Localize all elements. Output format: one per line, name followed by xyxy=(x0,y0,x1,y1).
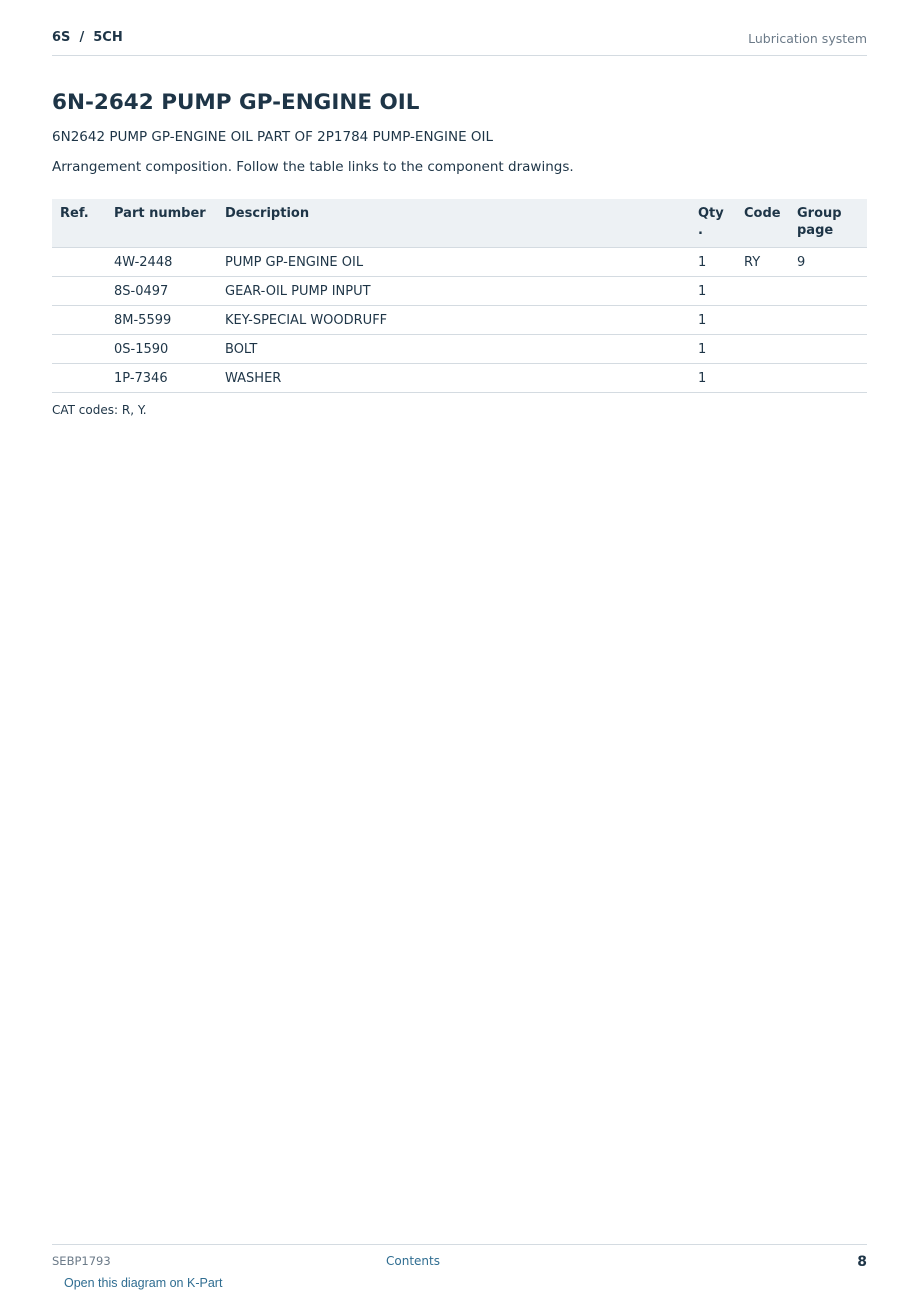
row-qty: 1 xyxy=(690,306,736,335)
row-qty: 1 xyxy=(690,335,736,364)
row-part-number: 0S-1590 xyxy=(106,335,217,364)
row-qty: 1 xyxy=(690,364,736,393)
table-row xyxy=(52,248,867,277)
header-description: Description xyxy=(217,199,690,248)
header-group-line1: Group xyxy=(797,206,842,221)
page-footer xyxy=(52,1244,867,1271)
open-diagram-link[interactable]: Open this diagram on K-Part xyxy=(64,1276,223,1290)
row-description: PUMP GP-ENGINE OIL xyxy=(217,248,690,277)
row-ref xyxy=(52,364,106,393)
header-group-line2: page xyxy=(797,223,834,238)
row-group-page-link[interactable]: 9 xyxy=(789,248,867,277)
row-code xyxy=(736,335,789,364)
intro-text: Arrangement composition. Follow the table links to the component drawings. xyxy=(52,159,574,175)
row-code xyxy=(736,277,789,306)
header-ref: Ref. xyxy=(52,199,106,248)
table-row xyxy=(52,306,867,335)
table-header-row xyxy=(52,199,867,248)
header-part-number: Part number xyxy=(106,199,217,248)
row-description: GEAR-OIL PUMP INPUT xyxy=(217,277,690,306)
cat-codes-note: CAT codes: R, Y. xyxy=(52,403,147,417)
table-row xyxy=(52,277,867,306)
row-code: RY xyxy=(736,248,789,277)
row-code xyxy=(736,306,789,335)
document-id: SEBP1793 xyxy=(52,1254,111,1268)
breadcrumb: 6S / 5CH xyxy=(52,30,123,45)
header-qty xyxy=(690,199,736,248)
row-part-number: 8M-5599 xyxy=(106,306,217,335)
row-ref xyxy=(52,277,106,306)
row-ref xyxy=(52,306,106,335)
row-ref xyxy=(52,248,106,277)
row-group-page xyxy=(789,335,867,364)
row-code xyxy=(736,364,789,393)
row-qty: 1 xyxy=(690,248,736,277)
header-code: Code xyxy=(736,199,789,248)
table-row xyxy=(52,335,867,364)
row-description: KEY-SPECIAL WOODRUFF xyxy=(217,306,690,335)
row-description: WASHER xyxy=(217,364,690,393)
row-group-page xyxy=(789,364,867,393)
row-description: BOLT xyxy=(217,335,690,364)
row-group-page xyxy=(789,306,867,335)
contents-link[interactable]: Contents xyxy=(386,1254,440,1268)
table-row xyxy=(52,364,867,393)
page-subtitle: 6N2642 PUMP GP-ENGINE OIL PART OF 2P1784 PUMP-ENGINE OIL xyxy=(52,129,494,145)
header-qty-line2: . xyxy=(698,223,703,238)
page-title: 6N-2642 PUMP GP-ENGINE OIL xyxy=(52,90,420,115)
header-qty-line1: Qty xyxy=(698,206,724,221)
page-header xyxy=(52,28,867,56)
page-number: 8 xyxy=(857,1254,867,1270)
row-part-number: 8S-0497 xyxy=(106,277,217,306)
row-part-number: 1P-7346 xyxy=(106,364,217,393)
parts-table xyxy=(52,199,867,393)
header-group-page xyxy=(789,199,867,248)
row-part-number-link[interactable]: 4W-2448 xyxy=(106,248,217,277)
row-group-page xyxy=(789,277,867,306)
row-qty: 1 xyxy=(690,277,736,306)
row-ref xyxy=(52,335,106,364)
section-name: Lubrication system xyxy=(748,31,867,46)
